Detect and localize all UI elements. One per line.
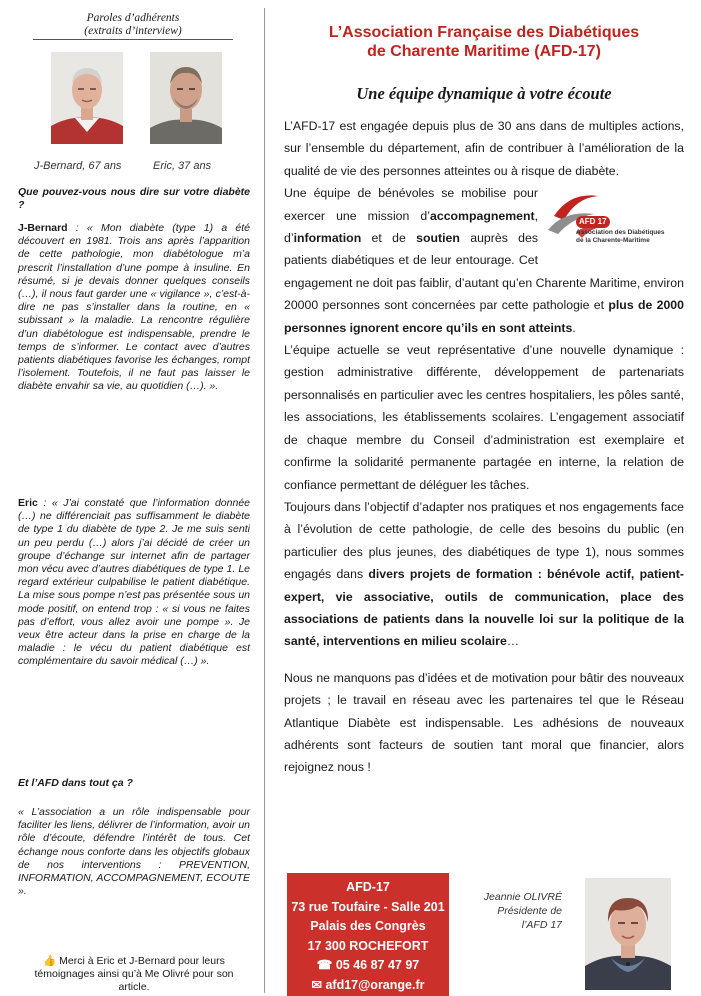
contact-email-row [287, 976, 449, 996]
mission-stat-highlight: plus de 2000 personnes ignorent encore qu’ils en sont atteints [284, 298, 684, 335]
caption-jbernard: J-Bernard, 67 ans [34, 160, 122, 172]
contact-phone-row [287, 956, 449, 976]
speaker-jbernard: J-Bernard [18, 222, 68, 234]
president-name: Jeannie OLIVRÉ [483, 891, 562, 903]
paragraph-team: L’équipe actuelle se veut représentative d’une nouvelle dynamique : gestion administrative différente, développement de partenariats personnalisés en particulier avec les centres hospitaliers, les pôles santé, les associations, les établissements scolaires. L’engagement associatif de chaque membre du Conseil d’administration est exemplaire et confirme la solidarité permanente partagée en interne, la relation de confiance permettant de déléguer les tâches. [284, 343, 684, 492]
projects-highlight: divers projets de formation : bénévole actif, patient-expert, vie associative, outils de communication, place des associations de patients dans la nouvelle loi sur la politique de la santé, interventions en milieu scolaire [284, 567, 684, 649]
logo-line1: Association des Diabétiques [576, 229, 665, 237]
phone-icon: ☎ [316, 958, 333, 972]
mission-text-c: , d’ [284, 208, 538, 246]
contact-name: AFD-17 [346, 880, 390, 894]
mission-accompagnement: accompagnement [430, 208, 535, 223]
envelope-icon: ✉ [311, 977, 322, 992]
paragraph-closing: Nous ne manquons pas d’idées et de motivation pour bâtir des nouveaux projets ; le travail en réseau avec les partenaires tel que le Réseau Atlantique Diabète est indispensable. Les adhésions de nouveaux adhérents sont facteurs de soutien tant moral que financier, alors rejoignez nous ! [284, 670, 684, 775]
article-column [284, 0, 684, 779]
president-org: l’AFD 17 [521, 919, 562, 931]
speaker-eric: Eric [18, 497, 38, 509]
photo-jbernard [51, 52, 123, 144]
afd-quote: « L’association a un rôle indispensable pour faciliter les liens, délivrer de l’information, avoir un rôle d’écoute, défendre l’intérêt de tous. Cet échange nous conforte dans les objectifs globaux de nos interventions : PREVENTION, INFORMATION, ACCOMPAGNEMENT, ECOUTE ». [18, 806, 250, 898]
paragraph-projects [284, 496, 684, 653]
article-subtitle: Une équipe dynamique à votre écoute [356, 84, 612, 103]
testimony-jbernard [18, 222, 250, 394]
article-title-line1: L’Association Française des Diabétiques [328, 24, 640, 41]
contact-place: Palais des Congrès [310, 919, 426, 933]
photo-eric [150, 52, 222, 144]
article-title-line2: de Charente Maritime (AFD-17) [367, 43, 601, 60]
mission-text-d: et de [361, 231, 417, 246]
column-divider [264, 8, 265, 993]
contact-phone: 05 46 87 47 97 [335, 958, 420, 972]
photo-president [585, 878, 671, 990]
testimony-eric [18, 497, 250, 669]
article-body [284, 115, 684, 779]
thumbs-up-icon: 👍 [43, 955, 57, 967]
projects-text-c: … [506, 634, 520, 649]
title-underline [33, 39, 233, 40]
mission-text-a: Une équipe de bénévoles se mobilise pour exercer une mission d’ [284, 186, 538, 223]
president-role: Présidente de [497, 905, 562, 917]
text-jbernard: : « Mon diabète (type 1) a été découvert en 1981. Trois ans après l’apparition de cette pathologie, mon diabétologue m’a prescrit l’installation d’une pompe à insuline. En résumé, si je devais donner quelques conseils (…), il nous faut garder une « vigilance », c’est-à-dire ne pas s’installer dans la routine, en « subissant » la maladie. La rencontre régulière d’un diabétologue est indispensable, prendre le temps de s’informer. Le contact avec d’autres patients diabétiques favorise les échanges, rompt l’isolement. Toutefois, il ne faut pas laisser le diabète envahir sa vie, au quotidien (…). ». [18, 222, 250, 393]
question-afd: Et l’AFD dans tout ça ? [18, 777, 133, 789]
mission-text-e: auprès des patients diabétiques et de leur entourage. Cet engagement ne doit pas faiblir, d’autant qu’en Charente Maritime, environ 20000 personnes sont concernées par cette pathologie et [284, 231, 684, 313]
paragraph-intro: L’AFD-17 est engagée depuis plus de 30 ans dans de multiples actions, sur l’ensemble du département, afin de contribuer à l’amélioration de la qualité de vie des personnes atteintes ou à risque de diabète. [284, 119, 684, 178]
logo-line2: de la Charente-Maritime [576, 237, 650, 245]
contact-email[interactable]: afd17@orange.fr [325, 977, 425, 992]
paragraph-mission [284, 182, 684, 339]
article-title [284, 23, 684, 61]
contact-box [287, 873, 449, 996]
contact-street: 73 rue Toufaire - Salle 201 [291, 899, 445, 914]
interviews-column [14, 0, 252, 996]
thanks-note [18, 955, 250, 995]
projects-text-a: Toujours dans l’objectif d’adapter nos pratiques et nos engagements face à l’évolution de cette pathologie, de celle des besoins du public (en particulier des plus jeunes, des diabétiques de type 1), nous sommes engagés dans [284, 499, 684, 582]
interviews-subtitle: (extraits d’interview) [84, 25, 182, 37]
mission-soutien: soutien [416, 231, 460, 246]
question-diabete: Que pouvez-vous nous dire sur votre diabète ? [18, 186, 250, 212]
president-caption [466, 890, 562, 932]
contact-city: 17 300 ROCHEFORT [307, 938, 429, 953]
logo-badge: AFD 17 [576, 216, 610, 228]
mission-information: information [293, 231, 362, 246]
mission-text-f: . [572, 320, 576, 335]
interviews-title: Paroles d’adhérents [86, 12, 180, 24]
thanks-text: Merci à Eric et J-Bernard pour leurs témoignages ainsi qu’à Me Olivré pour son article. [34, 955, 234, 994]
caption-eric: Eric, 37 ans [153, 160, 212, 172]
afd17-logo [546, 188, 684, 248]
text-eric: : « J’ai constaté que l’information donnée (…) ne différenciait pas suffisamment le diabète de type 1 du diabète de type 2. Je me suis senti un peu perdu (…) alors j’ai décidé de créer un groupe d’échange sur internet afin de partager mon vécu avec d’autres diabétiques de type 1. Le regard extérieur culpabilise le patient diabétique. La mise sous pompe n’est pas présentée sous un mode positif, on entend trop : « si vous ne faites pas d’effort, vous allez avoir une pompe ». Je veux être acteur dans la prise en charge de la maladie : le vécu du patient diabétique est complémentaire du savoir médical (…) ». [18, 497, 250, 668]
